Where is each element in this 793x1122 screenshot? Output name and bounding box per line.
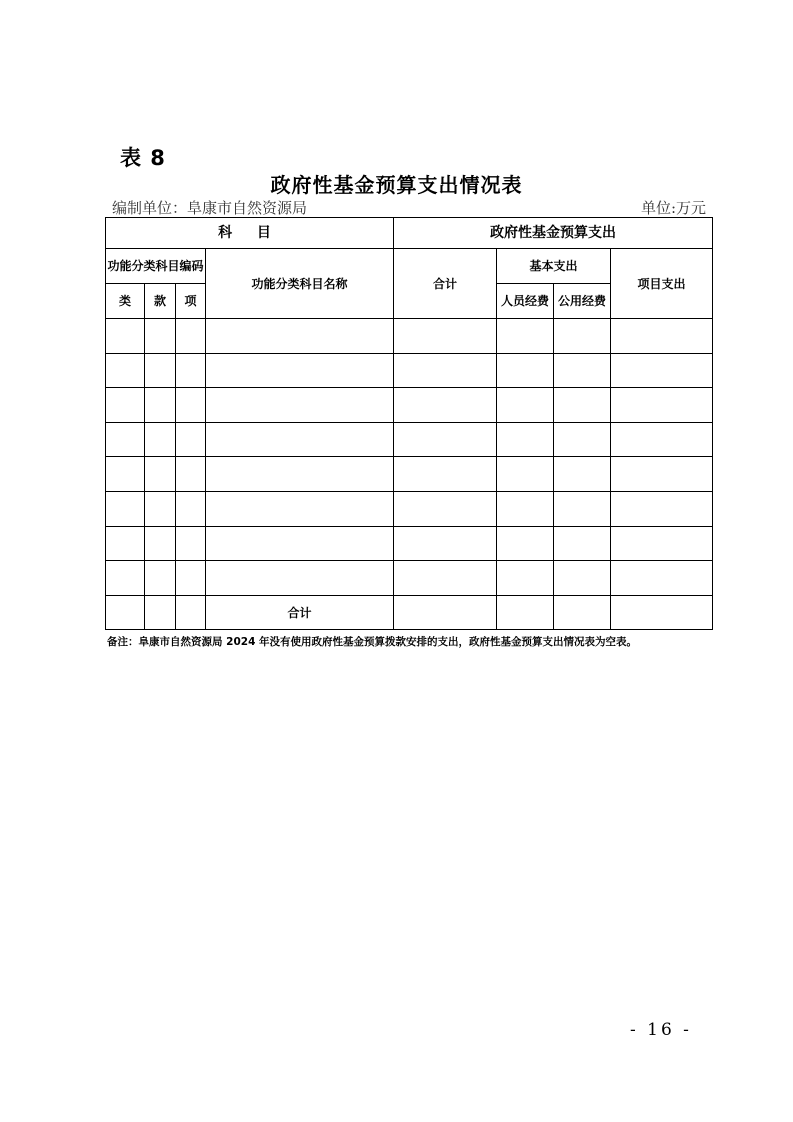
table-cell: [106, 422, 145, 457]
table-cell: [554, 561, 611, 596]
table-cell: [611, 388, 713, 423]
table-cell: [394, 457, 497, 492]
table-cell: [394, 595, 497, 630]
table-cell: [497, 422, 554, 457]
table-row: [106, 526, 713, 561]
table-cell: [611, 422, 713, 457]
table-cell: [497, 491, 554, 526]
total-row: [106, 595, 713, 630]
table-cell: [145, 561, 176, 596]
table-cell: [176, 491, 206, 526]
table-cell: [554, 457, 611, 492]
table-cell: [206, 526, 394, 561]
table-cell: [206, 319, 394, 354]
header-personnel: 人员经费: [497, 284, 554, 319]
table-row: [106, 319, 713, 354]
header-name: 功能分类科目名称: [206, 249, 394, 319]
compiler-label: 编制单位：阜康市自然资源局: [112, 199, 308, 217]
table-row: [106, 353, 713, 388]
table-cell: [176, 422, 206, 457]
table-cell: [145, 595, 176, 630]
table-cell: [394, 388, 497, 423]
table-cell: [145, 319, 176, 354]
header-class: 类: [106, 284, 145, 319]
table-cell: [176, 526, 206, 561]
table-cell: [206, 491, 394, 526]
table-cell: [394, 491, 497, 526]
table-row: [106, 561, 713, 596]
table-row: [106, 422, 713, 457]
budget-table: [105, 217, 713, 630]
table-cell: [176, 319, 206, 354]
table-cell: [106, 526, 145, 561]
table-cell: [394, 422, 497, 457]
table-cell: [106, 491, 145, 526]
table-row: [106, 388, 713, 423]
table-cell: [554, 388, 611, 423]
table-cell: [497, 595, 554, 630]
table-cell: [106, 457, 145, 492]
table-row: [106, 457, 713, 492]
header-basic: 基本支出: [497, 249, 611, 284]
table-cell: [554, 491, 611, 526]
table-cell: [497, 457, 554, 492]
table-cell: [106, 561, 145, 596]
table-cell: [106, 353, 145, 388]
meta-row: [112, 197, 706, 218]
table-cell: [611, 595, 713, 630]
table-row: [106, 491, 713, 526]
table-cell: [554, 526, 611, 561]
table-cell: [497, 353, 554, 388]
table-cell: [176, 595, 206, 630]
table-cell: [176, 561, 206, 596]
table-cell: [145, 491, 176, 526]
table-cell: [394, 561, 497, 596]
header-row-middle: [106, 249, 713, 284]
table-cell: [611, 353, 713, 388]
table-cell: [176, 353, 206, 388]
table-cell: [106, 319, 145, 354]
header-row-top: [106, 218, 713, 249]
header-subject: 科 目: [106, 218, 394, 249]
page-number: - 16 -: [630, 1020, 692, 1040]
table-cell: [497, 388, 554, 423]
table-cell: [611, 491, 713, 526]
header-section: 款: [145, 284, 176, 319]
table-cell: [145, 353, 176, 388]
header-code: 功能分类科目编码: [106, 249, 206, 284]
table-cell: [611, 526, 713, 561]
table-cell: [611, 319, 713, 354]
unit-label: 单位:万元: [640, 199, 706, 217]
header-item: 项: [176, 284, 206, 319]
table-cell: [106, 388, 145, 423]
note: 备注：阜康市自然资源局 2024 年没有使用政府性基金预算拨款安排的支出，政府性基金预算支出情况表为空表。: [107, 636, 638, 648]
table-cell: [394, 319, 497, 354]
table-body: [106, 218, 713, 630]
table-cell: [206, 457, 394, 492]
table-cell: [145, 388, 176, 423]
table-cell: [554, 319, 611, 354]
table-cell: [497, 526, 554, 561]
table-cell: [206, 388, 394, 423]
table-cell: [176, 388, 206, 423]
table-cell: [394, 526, 497, 561]
table-cell: [554, 595, 611, 630]
table-cell: [206, 353, 394, 388]
table-cell: [554, 353, 611, 388]
table-cell: [206, 561, 394, 596]
table-cell: [611, 561, 713, 596]
table-cell: [394, 353, 497, 388]
total-label: 合计: [206, 595, 394, 630]
document-title: 政府性基金预算支出情况表: [270, 173, 523, 197]
header-public: 公用经费: [554, 284, 611, 319]
table-cell: [611, 457, 713, 492]
header-project: 项目支出: [611, 249, 713, 319]
table-cell: [554, 422, 611, 457]
table-cell: [145, 457, 176, 492]
header-budget: 政府性基金预算支出: [394, 218, 713, 249]
table-cell: [497, 319, 554, 354]
table-cell: [106, 595, 145, 630]
table-cell: [176, 457, 206, 492]
table-number: 表 8: [120, 146, 166, 170]
table-cell: [206, 422, 394, 457]
table-cell: [497, 561, 554, 596]
header-total: 合计: [394, 249, 497, 319]
table-cell: [145, 526, 176, 561]
table-cell: [145, 422, 176, 457]
